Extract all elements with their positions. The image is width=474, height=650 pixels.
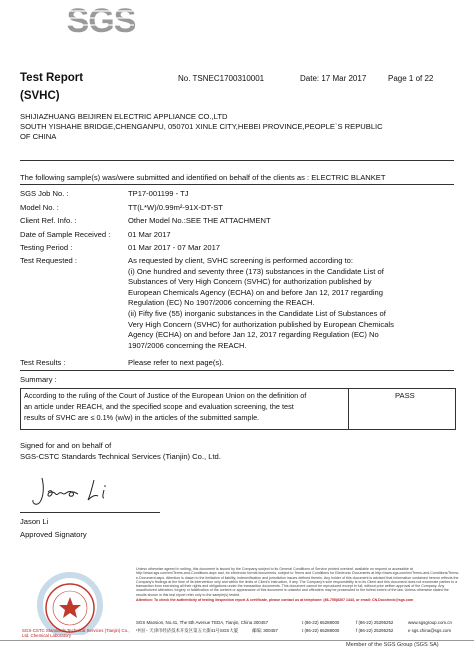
authenticity-notice: Attention: To check the authenticity of testing /inspection report & certificate, please contact us at telephone: (86-755)8307 1443, or email: CN.Doccheck@sgs.com: [136, 598, 414, 603]
test-requested-line: European Chemicals Agency (ECHA) on and before Jan 12, 2017 regarding: [128, 287, 383, 297]
signed-block: [20, 441, 221, 462]
sample-intro: The following sample(s) was/were submitted and identified on behalf of the clients as : ELECTRIC BLANKET: [20, 173, 386, 182]
test-requested-line: 1907/2006 concerning the REACH.: [128, 340, 247, 350]
page-indicator: Page 1 of 22: [388, 74, 434, 83]
test-requested-line: Very High Concern (SVHC) for authorization published by European Chemicals: [128, 319, 394, 329]
test-results-value: Please refer to next page(s).: [128, 358, 224, 367]
signed-line2: SGS-CSTC Standards Technical Services (Tianjin) Co., Ltd.: [20, 451, 221, 461]
test-requested-text: [128, 256, 438, 351]
email: e sgs.china@sgs.com: [408, 628, 452, 633]
summary-column-separator: [348, 388, 349, 429]
signatory-role: Approved Signatory: [20, 530, 87, 539]
field-label: Date of Sample Received :: [20, 230, 111, 239]
field-value: Other Model No.:SEE THE ATTACHMENT: [128, 216, 271, 225]
report-subtitle: (SVHC): [20, 90, 60, 102]
test-requested-line: Regulation (EC) No 1907/2006 concerning the REACH.: [128, 298, 315, 308]
client-address-line1: SOUTH YISHAHE BRIDGE,CHENGANPU, 050701 XINLE CITY,HEBEI PROVINCE,PEOPLE`S REPUBLIC: [20, 122, 383, 131]
field-label: Client Ref. Info. :: [20, 216, 77, 225]
test-requested-label: Test Requested :: [20, 256, 77, 265]
divider: [20, 160, 454, 161]
test-requested-line: (ii) Fifty five (55) inorganic substances in the Candidate List of Substances of: [128, 308, 386, 318]
summary-result: PASS: [395, 391, 415, 400]
website: www.sgsgroup.com.cn: [408, 620, 452, 625]
footer-disclaimer: [136, 567, 460, 602]
signed-line1: Signed for and on behalf of: [20, 441, 112, 450]
telephone: t (86-22) 65288000: [302, 628, 340, 633]
summary-text: [24, 391, 344, 423]
report-date: Date: 17 Mar 2017: [300, 74, 367, 83]
field-value: 01 Mar 2017 - 07 Mar 2017: [128, 243, 221, 252]
summary-line: results of SVHC are ≤ 0.1% (w/w) in the articles of the submitted sample.: [24, 412, 260, 422]
signature-line: [20, 512, 160, 513]
field-value: TP17-001199 - TJ: [128, 189, 189, 198]
divider: [20, 370, 454, 371]
client-address-line2: OF CHINA: [20, 132, 57, 141]
summary-line: an article under REACH, and the specified scope and evaluation screening, the test: [24, 401, 294, 411]
footer-divider: [0, 640, 474, 641]
svg-text:SGS: SGS: [66, 2, 136, 36]
test-requested-line: (i) One hundred and seventy three (173) substances in the Candidate List of: [128, 266, 384, 276]
report-title: Test Report: [20, 72, 84, 84]
disclaimer-text: Unless otherwise agreed in writing, this document is issued by the Company subject to its General Conditions of Service printed overleaf, available on request or accessible at http://www.sgs.com/en/Terms-and-Conditions.aspx and, for electronic format documents, subject to Terms and Conditions for Electronic Documents at http://www.sgs.com/en/Terms-and-Conditions/Terms-e-Document.aspx. Attention is drawn to the limitation of liability, indemnification and jurisdiction issues defined therein. Any holder of this document is advised that information contained hereon reflects the Company's findings at the time of its intervention only and within the limits of Client's instruction, if any. The Company's sole responsibility is to its Client and this document does not exonerate parties to a transaction from exercising all their rights and obligations under the transaction documents. This document cannot be reproduced except in full, without prior written approval of the Company. Any unauthorized alteration, forgery or falsification of the content or appearance of this document is unlawful and offenders may be prosecuted to the fullest extent of the law. Unless otherwise stated the results shown in this test report refer only to the sample(s) tested.: [136, 567, 460, 597]
summary-line: According to the ruling of the Court of Justice of the European Union on the definition of: [24, 391, 307, 400]
field-value: 01 Mar 2017: [128, 230, 171, 239]
test-requested-line: Substances of Very High Concern (SVHC) for authorization published by: [128, 277, 372, 287]
test-results-label: Test Results :: [20, 358, 66, 367]
address-cn: 中国・天津市经济技术开发区第五大街41号SGS大厦: [136, 628, 238, 633]
seal-label: SGS-CSTC Standards Technical Services (Tianjin) Co., Ltd. Chemical Laboratory: [22, 628, 130, 639]
divider: [20, 184, 454, 185]
client-name: SHIJIAZHUANG BEIJIREN ELECTRIC APPLIANCE CO.,LTD: [20, 112, 228, 121]
sgs-logo: [66, 2, 136, 36]
field-value: TT(L*W)/0.99m²-91X-DT-ST: [128, 203, 223, 212]
client-block: [20, 112, 460, 142]
telephone: t (86-22) 65288000: [302, 620, 340, 625]
report-number: No. TSNEC1700310001: [178, 74, 265, 83]
footer-address: [136, 620, 466, 638]
test-requested-line: Agency (ECHA) on and before Jan 12, 2017 regarding Regulation (EC) No: [128, 330, 379, 340]
field-label: Testing Period :: [20, 243, 73, 252]
signatory-name: Jason Li: [20, 517, 49, 526]
fax: f (86-22) 25295252: [356, 620, 394, 625]
company-seal: [44, 582, 96, 634]
summary-label: Summary :: [20, 375, 57, 384]
field-label: Model No. :: [20, 203, 59, 212]
signature-image: [28, 470, 128, 510]
member-note: Member of the SGS Group (SGS SA): [346, 642, 439, 648]
field-label: SGS Job No. :: [20, 189, 69, 198]
zip-code: 邮编: 300457: [252, 628, 278, 633]
fax: f (86-22) 25295252: [356, 628, 394, 633]
test-requested-line: As requested by client, SVHC screening is performed according to:: [128, 256, 353, 265]
address-en: SGS Mansion, No.41, The 5th Avenue TEDA, Tianjin, China 300457: [136, 620, 269, 625]
